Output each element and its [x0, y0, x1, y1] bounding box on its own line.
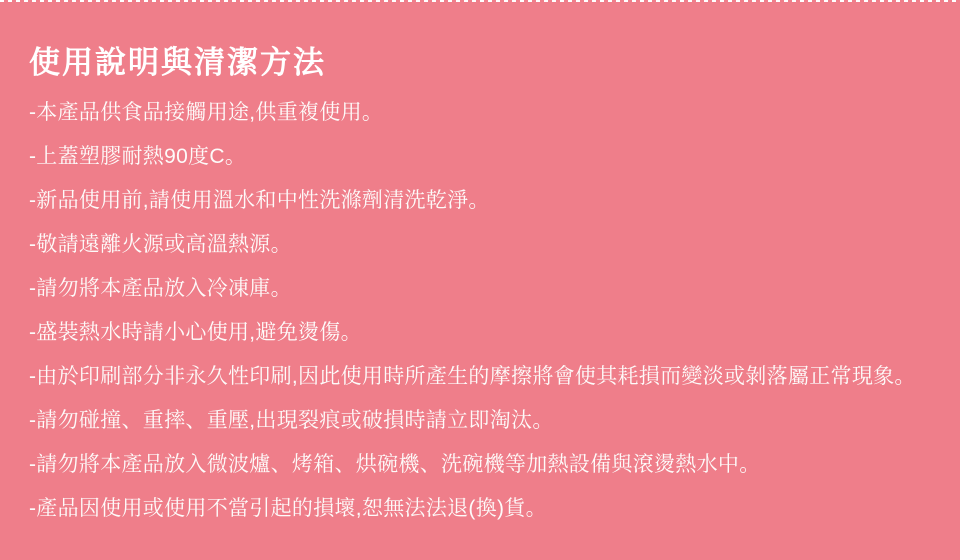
instruction-item: -本產品供食品接觸用途,供重複使用。: [29, 101, 384, 124]
instruction-item: -由於印刷部分非永久性印刷,因此使用時所產生的摩擦將會使其耗損而變淡或剝落屬正常現象。: [29, 365, 916, 388]
instruction-item: -新品使用前,請使用溫水和中性洗滌劑清洗乾淨。: [29, 189, 490, 212]
instruction-item: -請勿將本產品放入微波爐、烤箱、烘碗機、洗碗機等加熱設備與滾燙熱水中。: [29, 453, 761, 476]
page-title: 使用說明與清潔方法: [29, 45, 326, 80]
instruction-item: -請勿碰撞、重摔、重壓,出現裂痕或破損時請立即淘汰。: [29, 409, 554, 432]
instruction-list: [29, 102, 960, 520]
instruction-item: -上蓋塑膠耐熱90度C。: [29, 145, 247, 168]
instruction-item: -敬請遠離火源或高溫熱源。: [29, 233, 292, 256]
instruction-item: -產品因使用或使用不當引起的損壞,恕無法法退(換)貨。: [29, 497, 547, 520]
instruction-item: -盛裝熱水時請小心使用,避免燙傷。: [29, 321, 362, 344]
instruction-item: -請勿將本產品放入冷凍庫。: [29, 277, 292, 300]
